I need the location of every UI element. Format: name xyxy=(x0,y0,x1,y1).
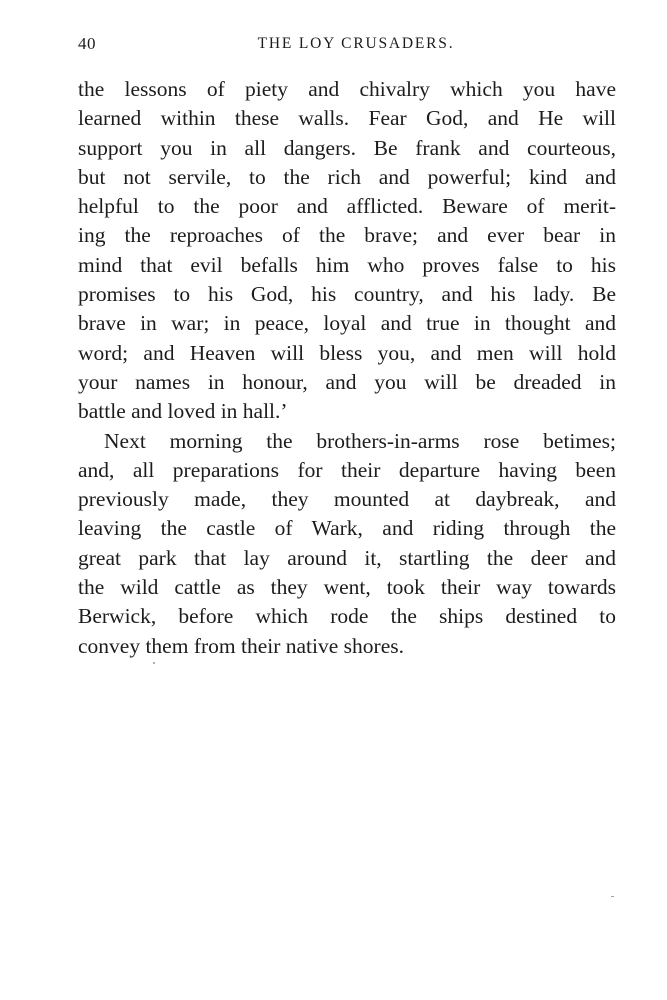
ink-speck xyxy=(153,662,155,664)
text-line: battle and loved in hall.’ xyxy=(78,399,288,424)
text-line: mind that evil befalls him who proves false to his xyxy=(78,252,616,277)
text-line: brave in war; in peace, loyal and true in thought and xyxy=(78,311,616,336)
text-line: support you in all dangers. Be frank and courteous, xyxy=(78,135,616,160)
text-line: convey them from their native shores. xyxy=(78,633,404,658)
text-line: leaving the castle of Wark, and riding through the xyxy=(78,516,616,541)
text-line: Berwick, before which rode the ships destined to xyxy=(78,604,616,629)
text-line: Next morning the brothers-in-arms rose betimes; xyxy=(104,428,616,453)
ink-speck xyxy=(611,896,614,897)
text-line: learned within these walls. Fear God, and He will xyxy=(78,106,616,131)
text-line: word; and Heaven will bless you, and men will hold xyxy=(78,340,616,365)
text-line: the lessons of piety and chivalry which you have xyxy=(78,77,616,101)
text-line: previously made, they mounted at daybreak, and xyxy=(78,487,616,512)
body-text xyxy=(78,75,616,661)
page-header xyxy=(78,34,616,56)
paragraph-1 xyxy=(78,75,616,427)
page-number: 40 xyxy=(78,34,96,53)
text-line: the wild cattle as they went, took their way towards xyxy=(78,575,616,600)
running-title: THE LOY CRUSADERS. xyxy=(257,35,455,52)
text-line: ing the reproaches of the brave; and ever bear in xyxy=(78,223,616,248)
text-line: helpful to the poor and afflicted. Beware of merit- xyxy=(78,194,616,219)
text-line: promises to his God, his country, and his lady. Be xyxy=(78,282,616,307)
paragraph-2 xyxy=(78,427,616,661)
text-line: but not servile, to the rich and powerful; kind and xyxy=(78,164,616,189)
text-line: and, all preparations for their departure having been xyxy=(78,457,616,482)
text-line: great park that lay around it, startling the deer and xyxy=(78,545,616,570)
text-line: your names in honour, and you will be dreaded in xyxy=(78,369,616,394)
